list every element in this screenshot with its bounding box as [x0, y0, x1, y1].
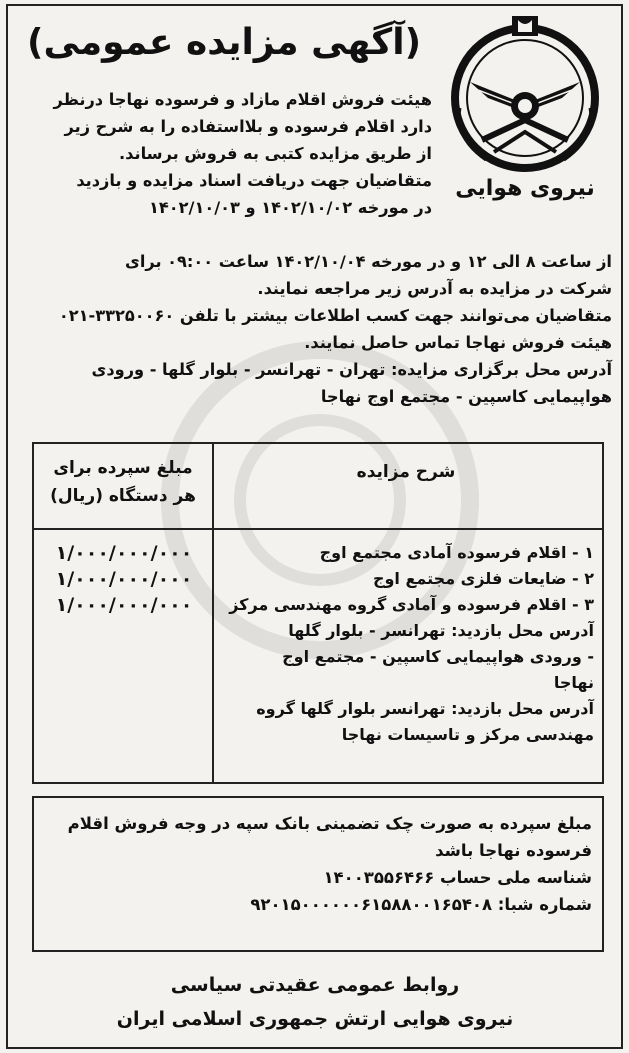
table-row: آدرس محل بازدید: تهرانسر بلوار گلها گروه [256, 699, 594, 718]
footer-line: نیروی هوایی ارتش جمهوری اسلامی ایران [116, 1008, 514, 1030]
table-divider [34, 528, 602, 530]
column-header-deposit-line: مبلغ سپرده برای [53, 458, 193, 478]
account-id: شناسه ملی حساب ۱۴۰۰۳۵۵۶۴۶۶ [323, 868, 592, 887]
deposit-value: ۱/۰۰۰/۰۰۰/۰۰۰ [55, 542, 193, 564]
branch-name: نیروی هوایی [455, 176, 595, 201]
address-line: آدرس محل برگزاری مزایده: تهران - تهرانسر - بلوار گلها - ورودی [91, 360, 612, 379]
intro-line: از طریق مزایده کتبی به فروش برساند. [119, 144, 432, 163]
table-row: ۳ - اقلام فرسوده و آمادی گروه مهندسی مرکز [229, 595, 594, 614]
address-line: هواپیمایی کاسپین - مجتمع اوج نهاجا [320, 387, 612, 406]
footer-signature [20, 968, 610, 1036]
deposit-amounts [40, 540, 208, 618]
table-row: مهندسی مرکز و تاسیسات نهاجا [341, 725, 594, 744]
footer-line: روابط عمومی عقیدتی سیاسی [170, 974, 460, 996]
table-row: ۱ - اقلام فرسوده آمادی مجتمع اوج [319, 543, 594, 562]
column-header-description: شرح مزایده [356, 462, 456, 482]
table-row: ۲ - ضایعات فلزی مجتمع اوج [372, 569, 594, 588]
deposit-value: ۱/۰۰۰/۰۰۰/۰۰۰ [55, 594, 193, 616]
body-line: متقاضیان می‌توانند جهت کسب اطلاعات بیشتر با تلفن ۳۳۲۵۰۰۶۰-۰۲۱ [58, 306, 612, 325]
body-line: از ساعت ۸ الی ۱۲ و در مورخه ۱۴۰۲/۱۰/۰۴ ساعت ۰۹:۰۰ برای [124, 252, 612, 271]
body-line: هیئت فروش نهاجا تماس حاصل نمایند. [304, 333, 612, 352]
auction-items [214, 540, 594, 748]
notice-line: فرسوده نهاجا باشد [435, 841, 592, 860]
intro-line: متقاضیان جهت دریافت اسناد مزایده و بازدید [76, 171, 432, 190]
air-force-emblem-icon [442, 12, 608, 172]
body-line: شرکت در مزایده به آدرس زیر مراجعه نمایند. [257, 279, 612, 298]
payment-notice [32, 796, 604, 952]
body-paragraph [18, 248, 612, 410]
column-header-deposit [34, 454, 212, 510]
intro-line: دارد اقلام فرسوده و بلااستفاده را به شرح زیر [64, 117, 432, 136]
intro-line: هیئت فروش اقلام مازاد و فرسوده نهاجا درنظر [53, 90, 432, 109]
table-row: آدرس محل بازدید: تهرانسر - بلوار گلها [288, 621, 594, 640]
table-row: نهاجا [553, 673, 594, 692]
column-header-deposit-line: هر دستگاه (ریال) [50, 486, 196, 506]
intro-paragraph [18, 86, 432, 221]
page-title: (آگهی مزایده عمومی) [26, 22, 422, 63]
table-row: - ورودی هواپیمایی کاسپین - مجتمع اوج [282, 647, 594, 666]
notice-line: مبلغ سپرده به صورت چک تضمینی بانک سپه در وجه فروش اقلام [67, 814, 592, 833]
iban-number: شماره شبا: ۹۲۰۱۵۰۰۰۰۰۰۶۱۵۸۸۰۰۱۶۵۴۰۸ [250, 895, 592, 914]
deposit-value: ۱/۰۰۰/۰۰۰/۰۰۰ [55, 568, 193, 590]
auction-table [32, 442, 604, 784]
intro-line: در مورخه ۱۴۰۲/۱۰/۰۲ و ۱۴۰۲/۱۰/۰۳ [149, 198, 432, 217]
